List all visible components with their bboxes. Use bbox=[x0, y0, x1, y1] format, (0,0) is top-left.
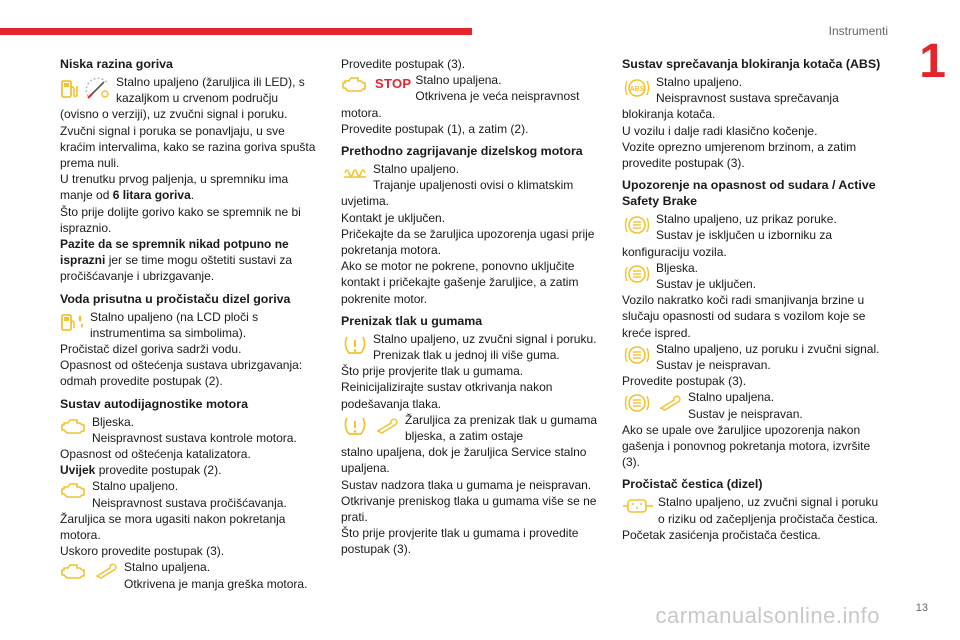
diag-body-4: Uskoro provedite postupak (3). bbox=[60, 544, 225, 559]
abs-icon bbox=[622, 76, 652, 100]
stop-body-1: motora. bbox=[341, 105, 382, 120]
diag-body-2 bbox=[60, 462, 322, 478]
tyre-pressure-icon bbox=[341, 414, 369, 438]
heading-tyre-pressure: Prenizak tlak u gumama bbox=[341, 313, 483, 328]
engine-icon bbox=[60, 480, 88, 500]
fuel-pump-icon bbox=[60, 78, 78, 100]
stop-body-2: Provedite postupak (1), a zatim (2). bbox=[341, 121, 529, 136]
heading-self-diagnosis: Sustav autodijagnostike motora bbox=[60, 396, 248, 411]
fuel-body-5-bold: Pazite da se spremnik nikad potpuno ne isprazni bbox=[60, 237, 289, 268]
asb-body-1: konfiguraciju vozila. bbox=[622, 244, 727, 259]
asb-text-2a: Bljeska. bbox=[656, 260, 699, 275]
tyre-pressure-icon bbox=[341, 333, 369, 357]
dpf-row bbox=[622, 494, 888, 526]
stop-text-2: Otkrivena je veća neispravnost bbox=[415, 89, 580, 104]
asb-text-1b: Sustav je isključen u izborniku za bbox=[656, 228, 833, 243]
engine-icon bbox=[60, 416, 88, 436]
tyre-text-1a: Stalno upaljeno, uz zvučni signal i poruku. bbox=[373, 331, 597, 346]
tyre-body-1: Što prije provjerite tlak u gumama. bbox=[341, 364, 524, 379]
wrench-icon bbox=[94, 562, 120, 580]
preheat-text-2: Trajanje upaljenosti ovisi o klimatskim bbox=[373, 178, 574, 193]
dpf-row-text bbox=[654, 494, 888, 526]
preheat-body-4: Ako se motor ne pokrene, ponovno uključite kontakt i pričekajte gašenje žaruljice, a zatim pokrenite motor. bbox=[341, 259, 579, 306]
heading-active-safety-brake: Upozorenje na opasnost od sudara / Active Safety Brake bbox=[622, 178, 876, 209]
fuel-body-1: (ovisno o verziji), uz zvučni signal i poruku. bbox=[60, 107, 288, 122]
heading-water-in-diesel: Voda prisutna u pročistaču dizel goriva bbox=[60, 291, 291, 306]
column-2 bbox=[341, 56, 605, 558]
abs-body-2: U vozilu i dalje radi klasično kočenje. bbox=[622, 123, 818, 138]
heading-preheating: Prethodno zagrijavanje dizelskog motora bbox=[341, 144, 583, 159]
tyre-row-2 bbox=[341, 412, 605, 444]
asb-row-3 bbox=[622, 341, 888, 373]
asb-text-1a: Stalno upaljeno, uz prikaz poruke. bbox=[656, 212, 837, 227]
abs-body-3: Vozite oprezno umjerenom brzinom, a zatim provedite postupak (3). bbox=[622, 139, 857, 171]
asb-row-3-text bbox=[652, 341, 888, 373]
particle-filter-icon bbox=[622, 496, 654, 516]
engine-icon bbox=[60, 561, 88, 581]
stop-warning-icon: STOP bbox=[375, 76, 412, 92]
abs-text-1: Stalno upaljeno. bbox=[656, 75, 743, 89]
tyre-text-1b: Prenizak tlak u jednoj ili više guma. bbox=[373, 348, 560, 363]
wrench-icon bbox=[375, 417, 401, 435]
asb-row-4 bbox=[622, 389, 888, 421]
diag-row-2 bbox=[60, 478, 322, 510]
diag-body-2-bold: Uvijek bbox=[60, 463, 96, 478]
diag-text-3a: Stalno upaljena. bbox=[124, 560, 211, 575]
diag-text-2b: Neispravnost sustava pročišćavanja. bbox=[92, 495, 287, 510]
preheat-row-text bbox=[369, 161, 605, 193]
fuel-body-2: Zvučni signal i poruka se ponavljaju, u sve kraćim intervalima, kako se razina goriva spušta prema nuli. bbox=[60, 123, 316, 171]
fuel-gauge-icon bbox=[84, 76, 112, 102]
preheat-body-2: Kontakt je uključen. bbox=[341, 210, 446, 225]
tyre-row-1-text bbox=[369, 331, 605, 363]
asb-text-3b: Sustav je neispravan. bbox=[656, 358, 771, 373]
fuel-body-3a: U trenutku prvog paljenja, u spremniku ima manje od bbox=[60, 172, 289, 203]
wrench-icon bbox=[658, 394, 684, 412]
tyre-body-2: Reinicijalizirajte sustav otkrivanja nakon podešavanja tlaka. bbox=[341, 380, 553, 411]
dpf-text-1: Stalno upaljeno, uz zvučni signal i poruku bbox=[658, 495, 879, 510]
collision-brake-icon bbox=[622, 391, 652, 415]
collision-brake-icon bbox=[622, 343, 652, 367]
dpf-body-1: Početak zasićenja pročistača čestica. bbox=[622, 527, 821, 542]
water-body-1: Pročistač dizel goriva sadrži vodu. bbox=[60, 342, 242, 357]
fuel-body-4: Što prije dolijte gorivo kako se spremnik ne bi ispraznio. bbox=[60, 204, 301, 235]
tyre-body-3: stalno upaljena, dok je žaruljica Service stalno upaljena. bbox=[341, 445, 587, 476]
glow-plug-icon bbox=[341, 163, 369, 181]
tyre-body-5: Otkrivanje preniskog tlaka u gumama više se ne prati. bbox=[341, 493, 597, 525]
asb-text-2b: Sustav je uključen. bbox=[656, 277, 757, 292]
diag-text-1b: Neispravnost sustava kontrole motora. bbox=[92, 430, 297, 445]
fuel-body-3b: 6 litara goriva bbox=[112, 188, 191, 203]
diag-body-3: Žaruljica se mora ugasiti nakon pokretanja motora. bbox=[60, 511, 286, 543]
diag-body-2-rest: provedite postupak (2). bbox=[95, 463, 222, 478]
heading-abs: Sustav sprečavanja blokiranja kotača (ABS) bbox=[622, 57, 881, 71]
diag-text-1a: Bljeska. bbox=[92, 414, 135, 429]
chapter-number: 1 bbox=[919, 35, 946, 88]
asb-row-2 bbox=[622, 260, 888, 292]
asb-body-4: Ako se upale ove žaruljice upozorenja nakon gašenja i ponovnog pokretanja motora, izvršite (3). bbox=[622, 422, 871, 470]
fuel-icon-text: Stalno upaljeno (žaruljica ili LED), s kazaljkom u crvenom području bbox=[116, 75, 305, 106]
abs-text-2: Neispravnost sustava sprečavanja bbox=[656, 91, 839, 106]
svg-text:ABS: ABS bbox=[629, 86, 645, 93]
stop-row-text bbox=[411, 72, 605, 104]
fuel-body-3c: . bbox=[190, 188, 195, 203]
abs-row-text bbox=[652, 74, 888, 106]
watermark: carmanualsonline.info bbox=[655, 603, 880, 628]
tyre-row-2-text: Žaruljica za prenizak tlak u gumama bljeska, a zatim ostaje bbox=[405, 412, 598, 444]
abs-body-1: blokiranja kotača. bbox=[622, 107, 716, 122]
tyre-body-6: Što prije provjerite tlak u gumama i provedite postupak (3). bbox=[341, 526, 579, 557]
water-body-2: Opasnost od oštećenja sustava ubrizgavanja: odmah provedite postupak (2). bbox=[60, 358, 303, 389]
col2-top-line: Provedite postupak (3). bbox=[341, 57, 466, 71]
diag-row-1-text bbox=[88, 414, 322, 446]
diag-text-2a: Stalno upaljeno. bbox=[92, 479, 179, 494]
fuel-body-5-rest: jer se time mogu oštetiti sustavi za pročišćavanje i ubrizgavanje. bbox=[60, 253, 293, 284]
fuel-warning-row bbox=[60, 74, 322, 106]
diag-row-3-text bbox=[120, 559, 322, 591]
preheat-text-1: Stalno upaljeno. bbox=[373, 162, 460, 177]
diag-row-2-text bbox=[88, 478, 322, 510]
heading-particle-filter: Pročistač čestica (dizel) bbox=[622, 477, 763, 492]
asb-text-4a: Stalno upaljena. bbox=[688, 390, 775, 405]
water-in-fuel-icon bbox=[60, 311, 86, 333]
diag-row-3 bbox=[60, 559, 322, 591]
water-row bbox=[60, 309, 322, 341]
abs-row bbox=[622, 74, 888, 106]
fuel-body-5 bbox=[60, 236, 322, 285]
engine-icon bbox=[341, 74, 369, 94]
diag-text-3b: Otkrivena je manja greška motora. bbox=[124, 576, 308, 591]
tyre-body-4: Sustav nadzora tlaka u gumama je neispravan. bbox=[341, 477, 592, 492]
column-1 bbox=[60, 56, 322, 592]
diag-body-1: Opasnost od oštećenja katalizatora. bbox=[60, 447, 251, 462]
dpf-text-2: o riziku od začepljenja pročistača čestica. bbox=[658, 511, 879, 526]
asb-row-1 bbox=[622, 211, 888, 243]
asb-text-4b: Sustav je neispravan. bbox=[688, 406, 803, 421]
diag-row-1 bbox=[60, 414, 322, 446]
preheat-body-1: uvjetima. bbox=[341, 194, 390, 209]
stop-row bbox=[341, 72, 605, 104]
tyre-row-1 bbox=[341, 331, 605, 363]
preheat-row bbox=[341, 161, 605, 193]
heading-low-fuel: Niska razina goriva bbox=[60, 57, 173, 71]
asb-body-3: Provedite postupak (3). bbox=[622, 374, 747, 389]
fuel-body-3 bbox=[60, 171, 322, 203]
asb-row-4-text bbox=[684, 389, 888, 421]
asb-body-2: Vozilo nakratko koči radi smanjivanja brzine u slučaju opasnosti od sudara s vozilom koje se kreće ispred. bbox=[622, 293, 866, 340]
collision-brake-icon bbox=[622, 262, 652, 286]
header-accent-bar bbox=[0, 28, 472, 35]
page-number: 13 bbox=[915, 602, 928, 614]
asb-row-1-text bbox=[652, 211, 888, 243]
column-3 bbox=[622, 56, 888, 543]
collision-brake-icon bbox=[622, 213, 652, 237]
asb-row-2-text bbox=[652, 260, 888, 292]
asb-text-3a: Stalno upaljeno, uz poruku i zvučni signal. bbox=[656, 341, 880, 356]
stop-text-1: Stalno upaljena. bbox=[415, 73, 502, 88]
preheat-body-3: Pričekajte da se žaruljica upozorenja ugasi prije pokretanja motora. bbox=[341, 226, 595, 258]
section-title: Instrumenti bbox=[828, 24, 888, 38]
water-icon-text: Stalno upaljeno (na LCD ploči s instrumentima sa simbolima). bbox=[90, 309, 259, 340]
